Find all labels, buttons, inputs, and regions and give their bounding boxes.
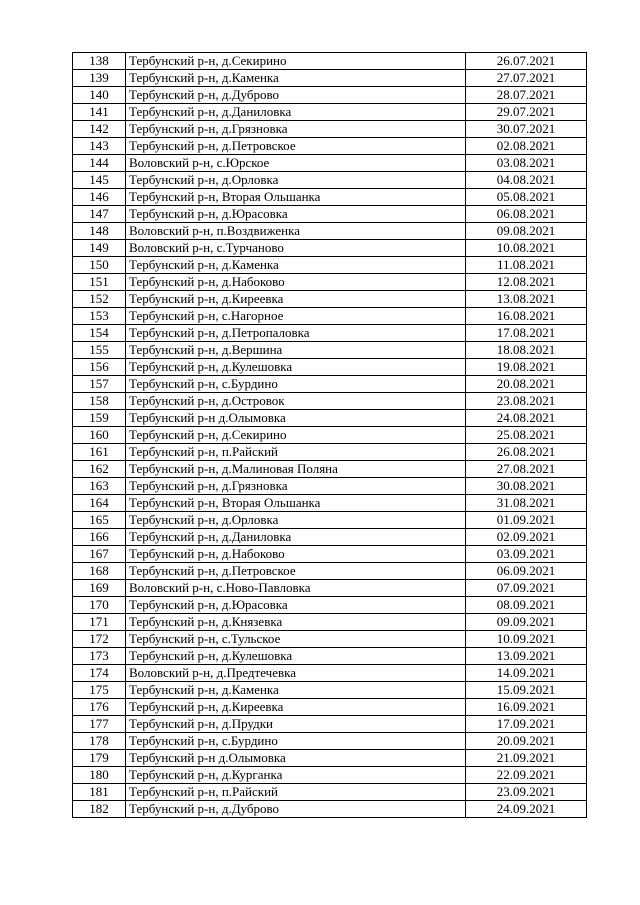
table-row — [73, 529, 587, 546]
row-date: 06.09.2021 — [466, 563, 587, 580]
row-location: Тербунский р-н, с.Тульское — [126, 631, 466, 648]
row-date: 09.09.2021 — [466, 614, 587, 631]
row-location: Тербунский р-н, д.Малиновая Поляна — [126, 461, 466, 478]
row-date: 29.07.2021 — [466, 104, 587, 121]
row-date: 26.08.2021 — [466, 444, 587, 461]
row-date: 02.09.2021 — [466, 529, 587, 546]
row-date: 14.09.2021 — [466, 665, 587, 682]
row-location: Воловский р-н, с.Турчаново — [126, 240, 466, 257]
row-location: Тербунский р-н, д.Каменка — [126, 257, 466, 274]
table-row — [73, 342, 587, 359]
row-location: Тербунский р-н, д.Орловка — [126, 512, 466, 529]
table-row — [73, 461, 587, 478]
row-date: 28.07.2021 — [466, 87, 587, 104]
row-location: Тербунский р-н, д.Каменка — [126, 70, 466, 87]
table-row — [73, 767, 587, 784]
row-location: Тербунский р-н д.Олымовка — [126, 410, 466, 427]
row-date: 24.09.2021 — [466, 801, 587, 818]
table-row — [73, 274, 587, 291]
row-date: 17.09.2021 — [466, 716, 587, 733]
row-number: 176 — [73, 699, 126, 716]
row-number: 180 — [73, 767, 126, 784]
row-date: 01.09.2021 — [466, 512, 587, 529]
row-number: 177 — [73, 716, 126, 733]
row-number: 146 — [73, 189, 126, 206]
table-row — [73, 87, 587, 104]
row-location: Тербунский р-н, д.Прудки — [126, 716, 466, 733]
row-number: 151 — [73, 274, 126, 291]
row-number: 141 — [73, 104, 126, 121]
table-row — [73, 70, 587, 87]
row-number: 142 — [73, 121, 126, 138]
row-location: Тербунский р-н, д.Грязновка — [126, 121, 466, 138]
row-location: Тербунский р-н, д.Петропаловка — [126, 325, 466, 342]
row-date: 24.08.2021 — [466, 410, 587, 427]
schedule-table-body — [73, 53, 587, 818]
row-location: Тербунский р-н, д.Даниловка — [126, 529, 466, 546]
row-date: 30.07.2021 — [466, 121, 587, 138]
row-number: 167 — [73, 546, 126, 563]
row-date: 23.08.2021 — [466, 393, 587, 410]
row-date: 05.08.2021 — [466, 189, 587, 206]
row-number: 166 — [73, 529, 126, 546]
table-row — [73, 410, 587, 427]
table-row — [73, 223, 587, 240]
table-row — [73, 376, 587, 393]
row-date: 07.09.2021 — [466, 580, 587, 597]
row-number: 145 — [73, 172, 126, 189]
row-location: Тербунский р-н, д.Секирино — [126, 53, 466, 70]
table-row — [73, 733, 587, 750]
table-row — [73, 614, 587, 631]
table-row — [73, 495, 587, 512]
row-number: 169 — [73, 580, 126, 597]
row-date: 10.09.2021 — [466, 631, 587, 648]
row-number: 161 — [73, 444, 126, 461]
table-row — [73, 580, 587, 597]
row-date: 18.08.2021 — [466, 342, 587, 359]
row-number: 147 — [73, 206, 126, 223]
row-location: Тербунский р-н, д.Набоково — [126, 274, 466, 291]
row-location: Тербунский р-н, д.Киреевка — [126, 699, 466, 716]
row-location: Тербунский р-н, д.Киреевка — [126, 291, 466, 308]
table-row — [73, 291, 587, 308]
row-location: Тербунский р-н, д.Князевка — [126, 614, 466, 631]
row-date: 10.08.2021 — [466, 240, 587, 257]
table-row — [73, 546, 587, 563]
table-row — [73, 631, 587, 648]
row-date: 15.09.2021 — [466, 682, 587, 699]
row-number: 140 — [73, 87, 126, 104]
row-number: 178 — [73, 733, 126, 750]
row-number: 172 — [73, 631, 126, 648]
row-number: 154 — [73, 325, 126, 342]
row-location: Воловский р-н, с.Ново-Павловка — [126, 580, 466, 597]
row-location: Тербунский р-н, с.Бурдино — [126, 733, 466, 750]
row-number: 179 — [73, 750, 126, 767]
row-location: Тербунский р-н, д.Дуброво — [126, 87, 466, 104]
row-number: 153 — [73, 308, 126, 325]
row-date: 06.08.2021 — [466, 206, 587, 223]
row-number: 163 — [73, 478, 126, 495]
row-location: Тербунский р-н, д.Кулешовка — [126, 648, 466, 665]
table-row — [73, 699, 587, 716]
row-location: Тербунский р-н д.Олымовка — [126, 750, 466, 767]
row-date: 26.07.2021 — [466, 53, 587, 70]
row-date: 04.08.2021 — [466, 172, 587, 189]
table-row — [73, 155, 587, 172]
row-number: 182 — [73, 801, 126, 818]
schedule-table — [72, 52, 587, 818]
row-location: Воловский р-н, п.Воздвиженка — [126, 223, 466, 240]
row-location: Тербунский р-н, Вторая Ольшанка — [126, 495, 466, 512]
row-date: 08.09.2021 — [466, 597, 587, 614]
row-location: Тербунский р-н, д.Вершина — [126, 342, 466, 359]
table-row — [73, 512, 587, 529]
table-row — [73, 172, 587, 189]
row-date: 25.08.2021 — [466, 427, 587, 444]
row-number: 165 — [73, 512, 126, 529]
row-number: 139 — [73, 70, 126, 87]
table-row — [73, 648, 587, 665]
row-date: 30.08.2021 — [466, 478, 587, 495]
row-location: Тербунский р-н, д.Грязновка — [126, 478, 466, 495]
table-row — [73, 359, 587, 376]
row-date: 11.08.2021 — [466, 257, 587, 274]
row-date: 23.09.2021 — [466, 784, 587, 801]
row-location: Тербунский р-н, д.Петровское — [126, 138, 466, 155]
row-location: Тербунский р-н, д.Даниловка — [126, 104, 466, 121]
row-date: 19.08.2021 — [466, 359, 587, 376]
row-number: 156 — [73, 359, 126, 376]
row-location: Воловский р-н, с.Юрское — [126, 155, 466, 172]
row-date: 09.08.2021 — [466, 223, 587, 240]
row-number: 175 — [73, 682, 126, 699]
table-row — [73, 257, 587, 274]
row-number: 148 — [73, 223, 126, 240]
table-row — [73, 801, 587, 818]
table-row — [73, 206, 587, 223]
row-date: 03.09.2021 — [466, 546, 587, 563]
row-number: 155 — [73, 342, 126, 359]
row-date: 13.08.2021 — [466, 291, 587, 308]
row-date: 20.08.2021 — [466, 376, 587, 393]
row-number: 159 — [73, 410, 126, 427]
table-row — [73, 427, 587, 444]
row-number: 171 — [73, 614, 126, 631]
row-date: 16.09.2021 — [466, 699, 587, 716]
row-number: 138 — [73, 53, 126, 70]
row-location: Тербунский р-н, д.Орловка — [126, 172, 466, 189]
row-location: Воловский р-н, д.Предтечевка — [126, 665, 466, 682]
row-number: 143 — [73, 138, 126, 155]
row-date: 21.09.2021 — [466, 750, 587, 767]
row-number: 162 — [73, 461, 126, 478]
table-row — [73, 189, 587, 206]
table-row — [73, 563, 587, 580]
table-row — [73, 444, 587, 461]
row-number: 164 — [73, 495, 126, 512]
row-location: Тербунский р-н, д.Юрасовка — [126, 206, 466, 223]
table-row — [73, 308, 587, 325]
row-location: Тербунский р-н, д.Набоково — [126, 546, 466, 563]
row-date: 20.09.2021 — [466, 733, 587, 750]
row-number: 150 — [73, 257, 126, 274]
row-date: 17.08.2021 — [466, 325, 587, 342]
row-number: 173 — [73, 648, 126, 665]
table-row — [73, 784, 587, 801]
row-location: Тербунский р-н, д.Петровское — [126, 563, 466, 580]
row-date: 27.08.2021 — [466, 461, 587, 478]
row-date: 13.09.2021 — [466, 648, 587, 665]
row-location: Тербунский р-н, д.Каменка — [126, 682, 466, 699]
row-location: Тербунский р-н, п.Райский — [126, 784, 466, 801]
table-row — [73, 53, 587, 70]
table-row — [73, 597, 587, 614]
row-location: Тербунский р-н, с.Бурдино — [126, 376, 466, 393]
row-date: 12.08.2021 — [466, 274, 587, 291]
table-row — [73, 393, 587, 410]
row-location: Тербунский р-н, д.Секирино — [126, 427, 466, 444]
table-row — [73, 138, 587, 155]
row-number: 144 — [73, 155, 126, 172]
row-date: 22.09.2021 — [466, 767, 587, 784]
table-row — [73, 665, 587, 682]
row-location: Тербунский р-н, д.Островок — [126, 393, 466, 410]
row-number: 157 — [73, 376, 126, 393]
table-row — [73, 121, 587, 138]
row-location: Тербунский р-н, п.Райский — [126, 444, 466, 461]
row-location: Тербунский р-н, Вторая Ольшанка — [126, 189, 466, 206]
table-row — [73, 240, 587, 257]
table-row — [73, 104, 587, 121]
row-location: Тербунский р-н, с.Нагорное — [126, 308, 466, 325]
row-location: Тербунский р-н, д.Курганка — [126, 767, 466, 784]
row-date: 03.08.2021 — [466, 155, 587, 172]
row-number: 152 — [73, 291, 126, 308]
row-date: 02.08.2021 — [466, 138, 587, 155]
row-date: 27.07.2021 — [466, 70, 587, 87]
row-location: Тербунский р-н, д.Дуброво — [126, 801, 466, 818]
row-number: 158 — [73, 393, 126, 410]
table-row — [73, 716, 587, 733]
table-row — [73, 325, 587, 342]
row-location: Тербунский р-н, д.Юрасовка — [126, 597, 466, 614]
row-number: 174 — [73, 665, 126, 682]
row-date: 16.08.2021 — [466, 308, 587, 325]
row-number: 170 — [73, 597, 126, 614]
table-row — [73, 750, 587, 767]
row-number: 149 — [73, 240, 126, 257]
row-date: 31.08.2021 — [466, 495, 587, 512]
row-location: Тербунский р-н, д.Кулешовка — [126, 359, 466, 376]
row-number: 160 — [73, 427, 126, 444]
table-row — [73, 682, 587, 699]
table-row — [73, 478, 587, 495]
row-number: 181 — [73, 784, 126, 801]
row-number: 168 — [73, 563, 126, 580]
